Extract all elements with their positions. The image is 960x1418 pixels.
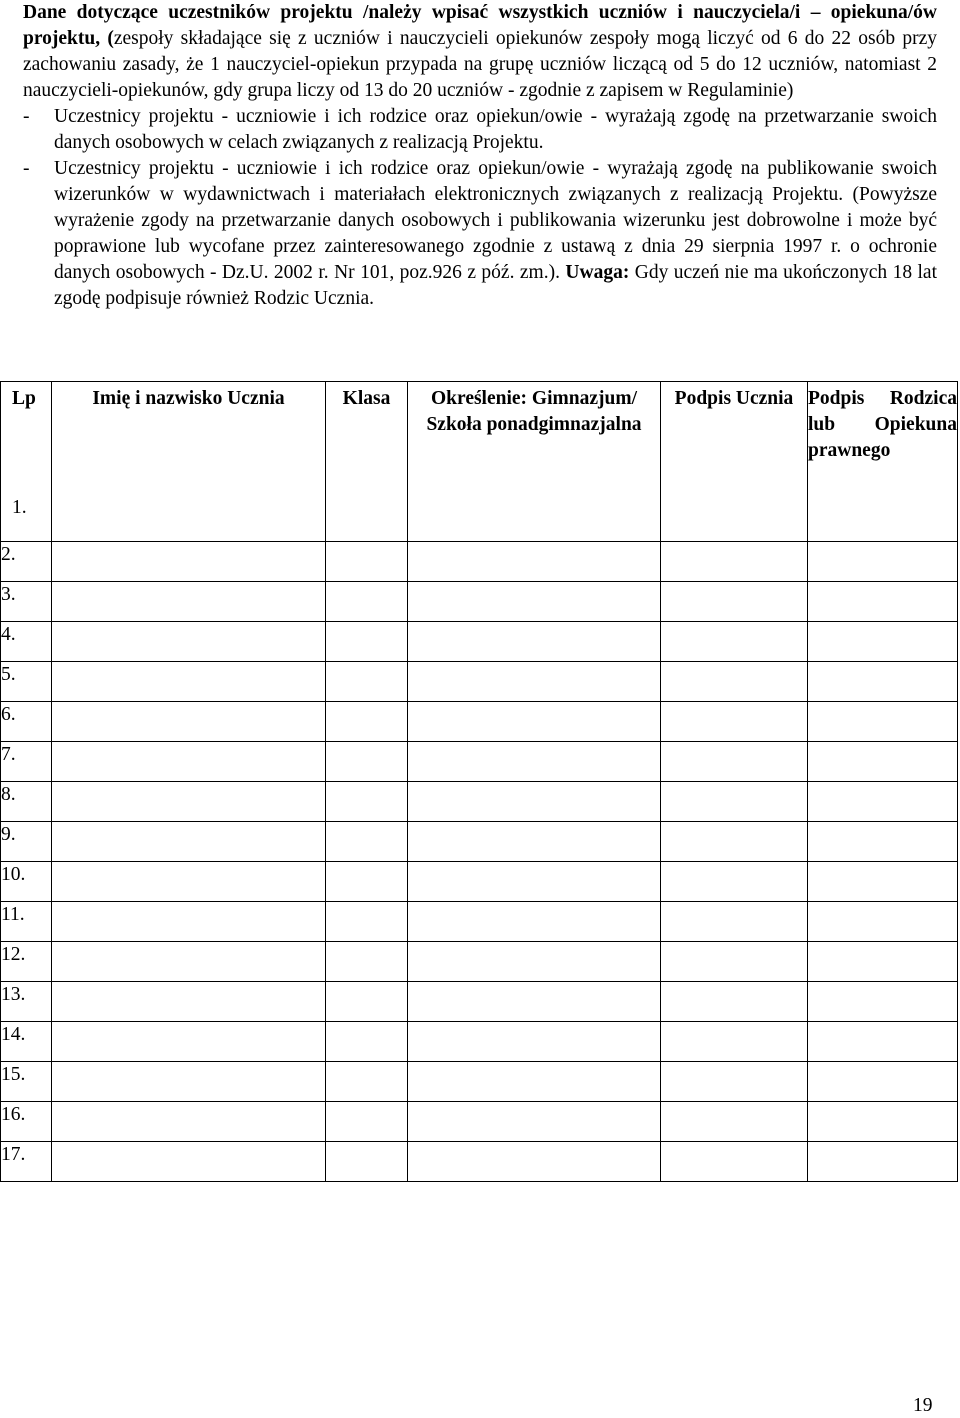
table-row — [1, 782, 958, 822]
student-signature-cell[interactable] — [661, 822, 808, 862]
lp-header-label: Lp — [12, 388, 36, 409]
table-row — [1, 982, 958, 1022]
consent-image-publication-text: Uczestnicy projektu - uczniowie i ich rodzice oraz opiekun/owie - wyrażają zgodę na publikowanie swoich wizerunków w wydawnictwach i materiałach elektronicznych związanych z realizacją Projektu. (Powyższe wyrażenie zgody na przetwarzanie danych osobowych i publikowania wizerunku jest dobrowolne i może być poprawione lub wycofane przez zainteresowanego zgodnie z ustawą z dnia 29 sierpnia 1997 r. o ochronie danych osobowych - Dz.U. 2002 r. Nr 101, poz.926 z póź. zm.). — [54, 158, 937, 283]
parent-signature-cell[interactable] — [808, 1102, 958, 1142]
class-cell[interactable] — [326, 622, 408, 662]
parent-signature-cell[interactable] — [808, 1142, 958, 1182]
school-type-cell[interactable] — [408, 782, 661, 822]
school-type-cell[interactable] — [408, 662, 661, 702]
intro-heading — [23, 0, 937, 104]
class-cell[interactable] — [326, 582, 408, 622]
class-cell[interactable] — [326, 542, 408, 582]
school-type-cell[interactable] — [408, 1022, 661, 1062]
row-number: 6. — [1, 702, 52, 742]
row-number: 14. — [1, 1022, 52, 1062]
student-signature-cell[interactable] — [661, 742, 808, 782]
class-cell[interactable] — [326, 702, 408, 742]
school-type-cell[interactable] — [408, 1062, 661, 1102]
parent-signature-cell[interactable] — [808, 822, 958, 862]
parent-signature-cell[interactable] — [808, 1022, 958, 1062]
column-header-school-type: Określenie: Gimnazjum/ Szkoła ponadgimnazjalna — [408, 382, 661, 542]
school-type-cell[interactable] — [408, 702, 661, 742]
column-header-lp — [1, 382, 52, 542]
intro-heading-bold: Dane dotyczące uczestników projektu /należy wpisać wszystkich uczniów i nauczyciela/i – opiekuna/ów projektu, ( — [23, 2, 937, 49]
row-number: 1. — [12, 497, 27, 518]
table-row — [1, 622, 958, 662]
table-row — [1, 902, 958, 942]
parent-signature-cell[interactable] — [808, 582, 958, 622]
table-row — [1, 862, 958, 902]
student-name-cell[interactable] — [52, 582, 326, 622]
student-signature-cell[interactable] — [661, 542, 808, 582]
parent-signature-cell[interactable] — [808, 742, 958, 782]
row-number: 2. — [1, 542, 52, 582]
student-signature-cell[interactable] — [661, 582, 808, 622]
bullet-dash: - — [23, 106, 30, 127]
row-number: 11. — [1, 902, 52, 942]
table-row — [1, 942, 958, 982]
school-type-cell[interactable] — [408, 542, 661, 582]
student-name-cell[interactable] — [52, 702, 326, 742]
school-type-cell[interactable] — [408, 622, 661, 662]
row-number: 17. — [1, 1142, 52, 1182]
table-row — [1, 1142, 958, 1182]
student-name-cell[interactable] — [52, 1102, 326, 1142]
column-header-class: Klasa — [326, 382, 408, 542]
school-type-cell[interactable] — [408, 902, 661, 942]
student-signature-cell[interactable] — [661, 1022, 808, 1062]
student-signature-cell[interactable] — [661, 902, 808, 942]
parent-signature-cell[interactable] — [808, 982, 958, 1022]
parent-signature-cell[interactable] — [808, 662, 958, 702]
table-row — [1, 582, 958, 622]
student-signature-cell[interactable] — [661, 622, 808, 662]
participants-table — [0, 381, 958, 1182]
parent-signature-cell[interactable] — [808, 702, 958, 742]
student-signature-cell[interactable] — [661, 982, 808, 1022]
note-label: Uwaga: — [565, 262, 630, 283]
table-row — [1, 742, 958, 782]
school-type-cell[interactable] — [408, 742, 661, 782]
class-cell[interactable] — [326, 982, 408, 1022]
class-cell[interactable] — [326, 782, 408, 822]
student-signature-cell[interactable] — [661, 662, 808, 702]
student-name-cell[interactable] — [52, 742, 326, 782]
parent-signature-cell[interactable] — [808, 902, 958, 942]
student-name-cell[interactable] — [52, 822, 326, 862]
student-signature-cell[interactable] — [661, 1102, 808, 1142]
row-number: 15. — [1, 1062, 52, 1102]
row-number: 3. — [1, 582, 52, 622]
class-cell[interactable] — [326, 1102, 408, 1142]
school-type-cell[interactable] — [408, 942, 661, 982]
student-name-cell[interactable] — [52, 542, 326, 582]
table-body — [1, 542, 958, 1182]
table-header-row — [1, 382, 958, 542]
class-cell[interactable] — [326, 662, 408, 702]
student-name-cell[interactable] — [52, 942, 326, 982]
column-header-parent-signature: Podpis Rodzica lub Opiekuna prawnego — [808, 382, 958, 542]
class-cell[interactable] — [326, 1142, 408, 1182]
consent-bullet-image-publication — [23, 156, 937, 312]
school-type-cell[interactable] — [408, 982, 661, 1022]
bullet-dash: - — [23, 158, 30, 179]
class-cell[interactable] — [326, 862, 408, 902]
student-signature-cell[interactable] — [661, 1142, 808, 1182]
table-row — [1, 542, 958, 582]
class-cell[interactable] — [326, 742, 408, 782]
student-name-cell[interactable] — [52, 862, 326, 902]
student-name-cell[interactable] — [52, 1062, 326, 1102]
row-number: 8. — [1, 782, 52, 822]
page-number: 19 — [913, 1395, 933, 1416]
student-name-cell[interactable] — [52, 1142, 326, 1182]
table-row — [1, 822, 958, 862]
consent-data-processing-text: Uczestnicy projektu - uczniowie i ich rodzice oraz opiekun/owie - wyrażają zgodę na przetwarzanie swoich danych osobowych w celach związanych z realizacją Projektu. — [54, 106, 937, 153]
school-type-cell[interactable] — [408, 822, 661, 862]
school-type-cell[interactable] — [408, 862, 661, 902]
row-number: 4. — [1, 622, 52, 662]
school-type-cell[interactable] — [408, 1102, 661, 1142]
note-text: Gdy uczeń nie ma ukończonych 18 lat zgodę podpisuje również Rodzic Ucznia. — [54, 262, 937, 309]
student-name-cell[interactable] — [52, 982, 326, 1022]
column-header-student-name: Imię i nazwisko Ucznia — [52, 382, 326, 542]
student-signature-cell[interactable] — [661, 1062, 808, 1102]
row-number: 9. — [1, 822, 52, 862]
row-number: 5. — [1, 662, 52, 702]
parent-signature-cell[interactable] — [808, 862, 958, 902]
class-cell[interactable] — [326, 1062, 408, 1102]
row-number: 10. — [1, 862, 52, 902]
table-row — [1, 1102, 958, 1142]
student-name-cell[interactable] — [52, 782, 326, 822]
class-cell[interactable] — [326, 822, 408, 862]
parent-signature-cell[interactable] — [808, 782, 958, 822]
school-type-cell[interactable] — [408, 582, 661, 622]
class-cell[interactable] — [326, 1022, 408, 1062]
intro-section — [23, 0, 937, 312]
school-type-cell[interactable] — [408, 1142, 661, 1182]
class-cell[interactable] — [326, 942, 408, 982]
student-name-cell[interactable] — [52, 662, 326, 702]
student-signature-cell[interactable] — [661, 782, 808, 822]
student-name-cell[interactable] — [52, 622, 326, 662]
row-number: 16. — [1, 1102, 52, 1142]
column-header-student-signature: Podpis Ucznia — [661, 382, 808, 542]
student-name-cell[interactable] — [52, 902, 326, 942]
parent-signature-cell[interactable] — [808, 942, 958, 982]
parent-signature-cell[interactable] — [808, 1062, 958, 1102]
intro-heading-rest: zespoły składające się z uczniów i nauczycieli opiekunów zespoły mogą liczyć od 6 do 22 osób przy zachowaniu zasady, że 1 nauczyciel-opiekun przypada na grupę uczniów liczącą od 5 do 12 uczniów, natomiast 2 nauczycieli-opiekunów, gdy grupa liczy od 13 do 20 uczniów - zgodnie z zapisem w Regulaminie) — [23, 28, 938, 101]
student-signature-cell[interactable] — [661, 942, 808, 982]
student-signature-cell[interactable] — [661, 862, 808, 902]
row-number: 13. — [1, 982, 52, 1022]
student-name-cell[interactable] — [52, 1022, 326, 1062]
parent-signature-cell[interactable] — [808, 622, 958, 662]
table-row — [1, 1022, 958, 1062]
consent-bullet-data-processing — [23, 104, 937, 156]
row-number: 12. — [1, 942, 52, 982]
parent-signature-cell[interactable] — [808, 542, 958, 582]
class-cell[interactable] — [326, 902, 408, 942]
row-number: 7. — [1, 742, 52, 782]
table-row — [1, 702, 958, 742]
student-signature-cell[interactable] — [661, 702, 808, 742]
table-row — [1, 1062, 958, 1102]
table-row — [1, 662, 958, 702]
